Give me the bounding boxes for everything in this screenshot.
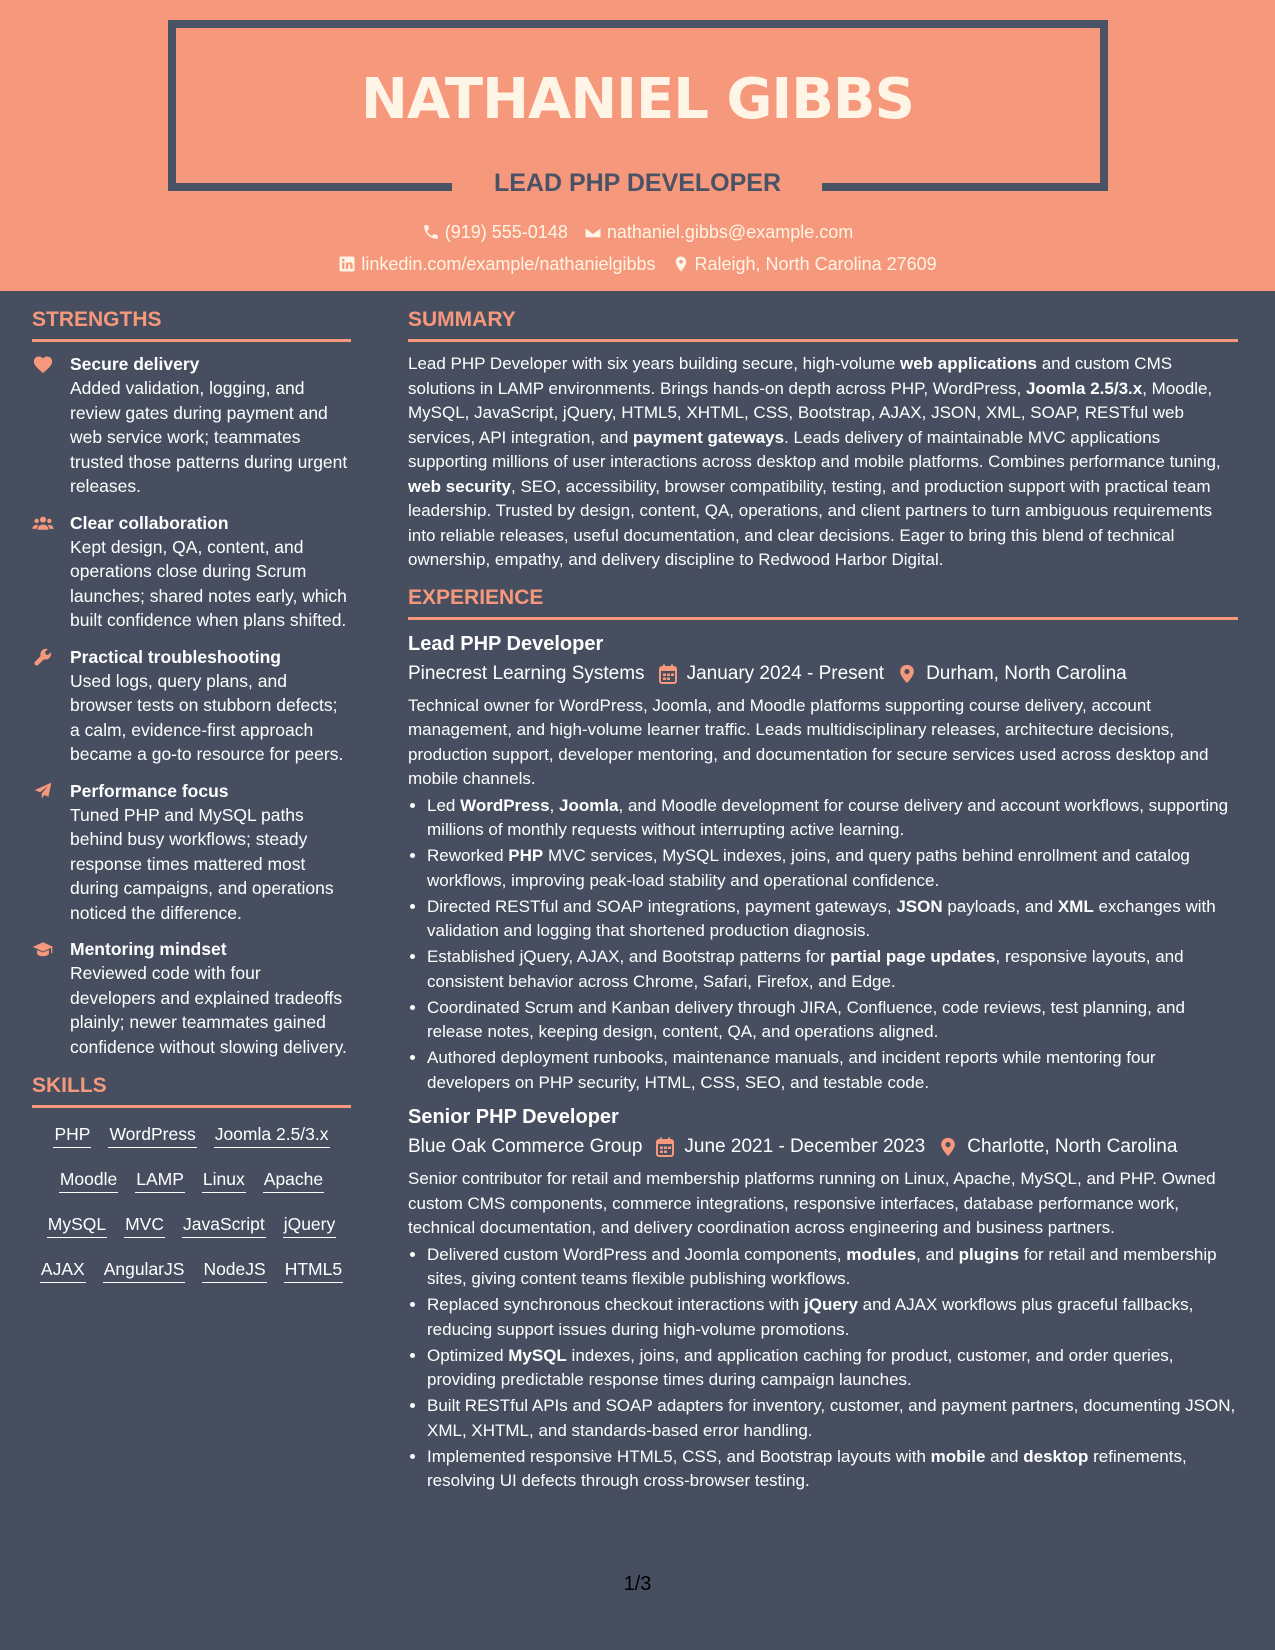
map-pin-icon xyxy=(898,664,916,684)
company-name: Blue Oak Commerce Group xyxy=(408,1136,643,1157)
skill-tag: PHP xyxy=(53,1122,91,1148)
job-bullet: • Coordinated Scrum and Kanban delivery through JIRA, Confluence, code reviews, test planning, and release notes, keeping design, content, QA, and operations aligned. xyxy=(427,996,1238,1045)
experience-heading: EXPERIENCE xyxy=(408,585,1238,620)
job-meta xyxy=(408,660,1238,688)
company-name: Pinecrest Learning Systems xyxy=(408,662,645,684)
job-title: Senior PHP Developer xyxy=(408,1106,619,1128)
skill-tag: WordPress xyxy=(108,1122,196,1148)
job-bullet: • Delivered custom WordPress and Joomla components, modules, and plugins for retail and membership sites, giving content teams flexible publishing workflows. xyxy=(427,1243,1238,1292)
summary-heading: SUMMARY xyxy=(408,307,1238,342)
strength-title: Secure delivery xyxy=(70,354,200,374)
phone-text: (919) 555-0148 xyxy=(444,222,568,242)
linkedin-text: linkedin.com/example/nathanielgibbs xyxy=(361,254,656,274)
graduation-cap-icon xyxy=(32,939,54,959)
strength-item xyxy=(32,511,351,633)
skills-list xyxy=(32,1118,351,1283)
linkedin-contact[interactable] xyxy=(338,252,655,276)
job-bullet: • Built RESTful APIs and SOAP adapters for inventory, customer, and payment partners, documenting JSON, XML, XHTML, and standards-based error handling. xyxy=(427,1394,1238,1443)
candidate-name: NATHANIEL GIBBS xyxy=(361,67,914,132)
skill-tag: MySQL xyxy=(47,1212,107,1238)
skill-tag: JavaScript xyxy=(182,1212,266,1238)
paper-plane-icon xyxy=(32,781,54,801)
job-entry xyxy=(408,630,1238,1096)
heart-icon xyxy=(32,354,54,374)
summary-text: Lead PHP Developer with six years building secure, high-volume web applications and custom CMS solutions in LAMP environments. Brings hands-on depth across PHP, WordPress, Joomla 2.5/3.x, Moodle, MySQL, JavaScript, jQuery, HTML5, XHTML, CSS, Bootstrap, AJAX, JSON, XML, SOAP, RESTful web services, API integration, and payment gateways. Leads delivery of maintainable MVC applications supporting millions of user interactions across desktop and mobile platforms. Combines performance tuning, web security, SEO, accessibility, browser compatibility, testing, and production support with practical team leadership. Trusted by design, content, QA, operations, and client partners to turn ambiguous requirements into reliable releases, useful documentation, and clear decisions. Eager to bring this blend of technical ownership, empathy, and delivery discipline to Redwood Harbor Digital. xyxy=(408,354,1221,569)
users-icon xyxy=(32,513,54,533)
skill-tag: MVC xyxy=(124,1212,165,1238)
calendar-icon xyxy=(656,1137,674,1157)
skill-tag: Linux xyxy=(202,1167,246,1193)
strength-item xyxy=(32,937,351,1059)
skills-heading: SKILLS xyxy=(32,1073,351,1108)
email-text: nathaniel.gibbs@example.com xyxy=(606,222,854,242)
skill-tag: Joomla 2.5/3.x xyxy=(214,1122,330,1148)
strength-title: Clear collaboration xyxy=(70,512,229,533)
job-description: Technical owner for WordPress, Joomla, and Moodle platforms supporting course delivery, account management, and high-volume learner traffic. Leads multidisciplinary releases, architecture decisions, production support, developer mentoring, and documentation for secure services used across desktop and mobile channels. xyxy=(408,695,1209,788)
strength-text: Used logs, query plans, and browser tests on stubborn defects; a calm, evidence-first approach became a go-to resource for peers. xyxy=(70,670,344,764)
strength-text: Reviewed code with four developers and explained tradeoffs plainly; newer teammates gained confidence without slowing delivery. xyxy=(70,963,347,1057)
calendar-icon xyxy=(659,664,677,684)
strength-text: Kept design, QA, content, and operations close during Scrum launches; shared notes early, which built confidence when plans shifted. xyxy=(70,536,347,630)
job-entry xyxy=(408,1103,1238,1494)
skill-tag: LAMP xyxy=(135,1167,185,1193)
skill-tag: jQuery xyxy=(283,1212,337,1238)
right-column xyxy=(408,307,1238,1495)
job-bullets xyxy=(408,794,1238,1096)
strength-title: Mentoring mindset xyxy=(70,939,227,959)
job-meta xyxy=(408,1133,1238,1161)
skill-tag: AngularJS xyxy=(103,1257,186,1283)
linkedin-icon xyxy=(338,255,356,273)
resume-header xyxy=(0,0,1275,291)
skill-tag: Moodle xyxy=(59,1167,118,1193)
strength-item xyxy=(32,645,351,767)
contact-row-1 xyxy=(0,220,1275,244)
skill-tag: NodeJS xyxy=(202,1257,266,1283)
location-contact xyxy=(672,252,937,276)
skill-tag: Apache xyxy=(263,1167,324,1193)
job-location: Durham, North Carolina xyxy=(926,662,1127,684)
skill-tag: AJAX xyxy=(40,1257,86,1283)
job-location: Charlotte, North Carolina xyxy=(967,1136,1178,1157)
phone-contact[interactable] xyxy=(422,220,568,244)
strengths-heading: STRENGTHS xyxy=(32,307,351,342)
page-number: 1/3 xyxy=(623,1573,652,1595)
left-column xyxy=(32,307,351,1283)
job-bullet: • Optimized MySQL indexes, joins, and application caching for product, customer, and order queries, providing predictable response times during campaign launches. xyxy=(427,1344,1238,1393)
contact-row-2 xyxy=(0,252,1275,276)
job-bullet: • Implemented responsive HTML5, CSS, and Bootstrap layouts with mobile and desktop refinements, resolving UI defects through cross-browser testing. xyxy=(427,1445,1238,1494)
strength-title: Practical troubleshooting xyxy=(70,646,281,667)
job-bullet: • Established jQuery, AJAX, and Bootstrap patterns for partial page updates, responsive layouts, and consistent behavior across Chrome, Safari, Firefox, and Edge. xyxy=(427,945,1238,994)
strength-item xyxy=(32,352,351,499)
job-dates: January 2024 - Present xyxy=(686,662,885,684)
map-pin-icon xyxy=(672,255,690,273)
strength-text: Added validation, logging, and review gates during payment and web service work; teammates trusted those patterns during urgent releases. xyxy=(70,378,348,496)
job-bullet: • Authored deployment runbooks, maintenance manuals, and incident reports while mentoring four developers on PHP security, HTML, CSS, SEO, and testable code. xyxy=(427,1046,1238,1095)
phone-icon xyxy=(422,223,440,241)
job-bullets xyxy=(408,1243,1238,1494)
job-bullet: • Directed RESTful and SOAP integrations, payment gateways, JSON payloads, and XML exchanges with validation and logging that shortened production diagnosis. xyxy=(427,895,1238,944)
email-contact[interactable] xyxy=(584,220,853,244)
job-title: Lead PHP Developer xyxy=(408,632,604,655)
map-pin-icon xyxy=(939,1137,957,1157)
strength-item xyxy=(32,779,351,926)
job-bullet: • Reworked PHP MVC services, MySQL indexes, joins, and query paths behind enrollment and catalog workflows, improving peak-load stability and operational confidence. xyxy=(427,844,1238,893)
job-bullet: • Replaced synchronous checkout interactions with jQuery and AJAX workflows plus graceful fallbacks, reducing support issues during high-volume promotions. xyxy=(427,1293,1238,1342)
job-title-heading: LEAD PHP DEVELOPER xyxy=(493,169,782,197)
strength-title: Performance focus xyxy=(70,780,229,801)
job-bullet: • Led WordPress, Joomla, and Moodle development for course delivery and account workflows, supporting millions of monthly requests without interrupting active learning. xyxy=(427,794,1238,843)
wrench-icon xyxy=(32,647,54,667)
job-dates: June 2021 - December 2023 xyxy=(684,1136,926,1157)
location-text: Raleigh, North Carolina 27609 xyxy=(694,254,937,274)
job-description: Senior contributor for retail and membership platforms running on Linux, Apache, MySQL, and PHP. Owned custom CMS components, commerce integrations, responsive interfaces, database performance work, technical documentation, and delivery coordination across engineering and business partners. xyxy=(408,1169,1216,1237)
envelope-icon xyxy=(584,223,602,241)
skill-tag: HTML5 xyxy=(284,1257,343,1283)
strength-text: Tuned PHP and MySQL paths behind busy workflows; steady response times mattered most during campaigns, and operations noticed the difference. xyxy=(70,804,334,923)
